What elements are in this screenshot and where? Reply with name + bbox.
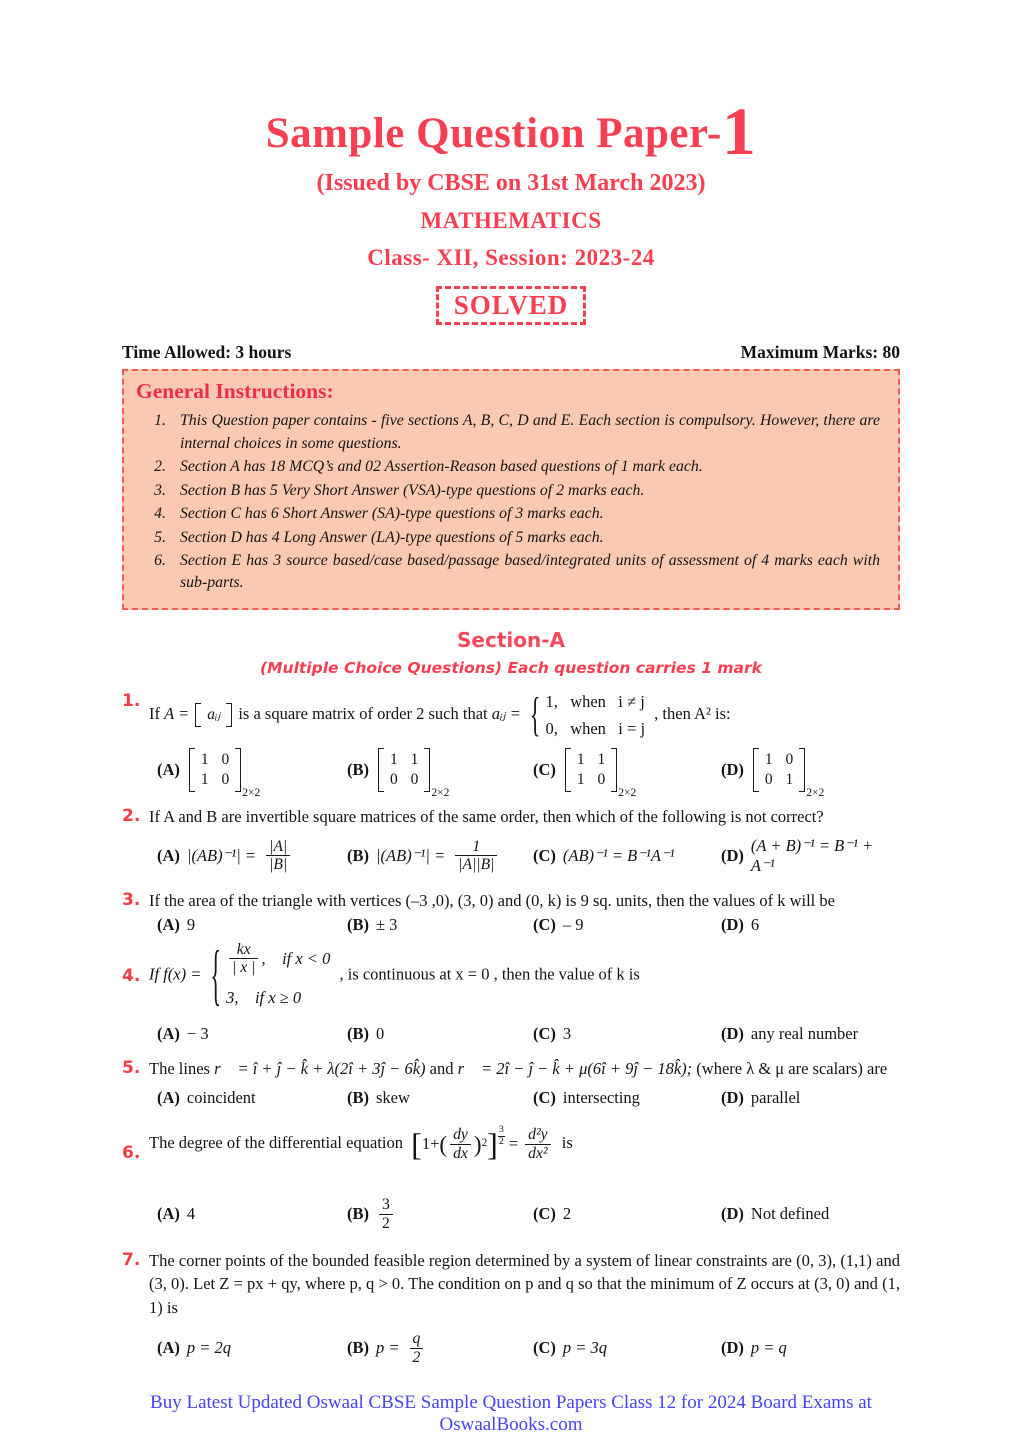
right-paren: ) (473, 1130, 482, 1157)
option-label: (D) (721, 1024, 744, 1044)
option-label: (B) (347, 1088, 369, 1108)
paper-title (122, 93, 900, 169)
option-text: Not defined (750, 1204, 830, 1224)
footer-promo-text: Buy Latest Updated Oswaal CBSE Sample Question Papers Class 12 for 2024 Board Exams at OswaalBooks.com (150, 1392, 872, 1436)
question-text: If A and B are invertible square matrices of the same order, then which of the following is not correct? (149, 806, 824, 826)
option-label: (D) (721, 1204, 744, 1224)
option-text: – 9 (562, 914, 584, 934)
fraction: $\frac{dy}{dx}$ (450, 1126, 471, 1162)
question-4-options (157, 1024, 900, 1044)
option-text: coincident (186, 1088, 256, 1108)
option-c (533, 846, 721, 866)
option-d (721, 1024, 900, 1044)
option-b (347, 1024, 533, 1044)
left-bracket: [ (411, 1125, 422, 1162)
option-matrix: 1 1 1 0 2×2 (565, 748, 636, 792)
option-d (721, 1088, 900, 1108)
fraction: $\frac{kx}{| x |}$ (229, 941, 258, 977)
paper-title-number: 1 (721, 93, 757, 169)
instruction-item (136, 480, 884, 502)
q5-post: (where λ & μ are scalars) are (696, 1059, 888, 1079)
option-d (721, 1204, 900, 1224)
option-label: (C) (533, 1088, 556, 1108)
option-d (721, 1338, 900, 1358)
option-a (157, 1088, 347, 1108)
q6-post: is (561, 1132, 573, 1152)
class-session-line: Class- XII, Session: 2023-24 (367, 245, 655, 271)
question-number: 6. (122, 1143, 141, 1164)
option-b (347, 1196, 533, 1232)
question-3 (122, 889, 900, 913)
option-label: (B) (347, 914, 369, 934)
fraction: $\frac{q}{2}$ (410, 1330, 424, 1366)
issued-line: (Issued by CBSE on 31st March 2023) (316, 170, 706, 197)
q4-piecewise (210, 935, 331, 1013)
option-label: (C) (533, 1024, 556, 1044)
option-text: 2 (562, 1204, 572, 1224)
instruction-number: 2. (154, 458, 166, 476)
question-number: 4. (122, 965, 141, 986)
matrix-subscript: 2×2 (618, 786, 637, 799)
option-label: (A) (157, 914, 180, 934)
option-d (721, 748, 900, 799)
option-label: (C) (533, 914, 556, 934)
piecewise-brace: { (529, 687, 541, 742)
question-1-options (157, 748, 900, 799)
instruction-number: 4. (154, 505, 166, 523)
question-text (149, 935, 900, 1013)
option-b (347, 748, 533, 799)
q1-mid: is a square matrix of order 2 such that (238, 703, 488, 723)
option-c (533, 1204, 721, 1224)
fraction: $\frac{3}{2}$ (379, 1196, 393, 1232)
option-d (721, 836, 900, 876)
instruction-item (136, 456, 884, 478)
option-a (157, 1024, 347, 1044)
question-3-options (157, 915, 900, 935)
option-label: (A) (157, 1024, 180, 1044)
option-text: 4 (186, 1204, 196, 1224)
option-label: (A) (157, 1338, 180, 1358)
q4-post: , is continuous at x = 0 , then the value of k is (339, 964, 640, 984)
option-a (157, 1204, 347, 1224)
question-6-options (157, 1196, 900, 1232)
piecewise-case: 3, if x ≥ 0 (226, 987, 302, 1007)
q6-equation (411, 1126, 554, 1162)
section-a-heading: Section-A (457, 627, 565, 652)
question-6 (122, 1126, 900, 1180)
instruction-text: Section E has 3 source based/case based/passage based/integrated units of assessment of 4 marks each with sub-parts. (180, 551, 880, 592)
fraction: $\frac{|A|}{|B|}$ (266, 838, 290, 874)
q5-and: and (429, 1059, 454, 1079)
general-instructions-heading: General Instructions: (136, 379, 334, 404)
option-matrix: 1 0 0 1 2×2 (753, 748, 824, 792)
q5-vector-1: r⃗ = î + ĵ − k̂ + λ(2î + 3ĵ − 6k̂) (214, 1059, 426, 1079)
option-label: (D) (721, 914, 744, 934)
q1-aij-eq: aᵢⱼ = (491, 703, 521, 723)
instruction-number: 6. (154, 551, 166, 569)
option-label: (D) (721, 845, 744, 865)
question-text: The corner points of the bounded feasible region determined by a system of linear constraints are (0, 3), (1,1) and (3, 0). Let Z = px + qy, where p, q > 0. The condition on p and q so that the minimum of Z occurs at (3, 0) and (1, 1) is (149, 1250, 900, 1318)
fraction: $\frac{1}{|A||B|}$ (455, 838, 497, 874)
option-label: (A) (157, 1088, 180, 1108)
question-7-options (157, 1330, 900, 1366)
question-7 (122, 1249, 900, 1321)
option-label: (C) (533, 1338, 556, 1358)
option-text: any real number (750, 1024, 859, 1044)
left-paren: ( (439, 1130, 448, 1157)
option-c (533, 1338, 721, 1358)
q6-one-plus: 1+ (421, 1134, 440, 1154)
option-label: (B) (347, 1338, 369, 1358)
q1-a-eq: A = (164, 703, 190, 723)
option-label: (C) (533, 759, 556, 779)
maximum-marks: Maximum Marks: 80 (740, 342, 900, 363)
option-label: (A) (157, 1204, 180, 1224)
option-c (533, 915, 721, 935)
right-bracket: ] (487, 1125, 498, 1162)
instruction-item (136, 527, 884, 549)
option-text: p = 3q (562, 1338, 608, 1358)
option-label: (D) (721, 1338, 744, 1358)
piecewise-case: $\frac{kx}{| x |}$ , if x < 0 (226, 941, 330, 977)
section-a-subtitle: (Multiple Choice Questions) Each question carries 1 mark (260, 658, 762, 677)
piecewise-case: 1, when i ≠ j (545, 691, 645, 711)
option-d (721, 915, 900, 935)
option-matrix: 1 0 1 0 2×2 (189, 748, 260, 792)
option-text: parallel (750, 1088, 801, 1108)
matrix-subscript: 2×2 (806, 786, 825, 799)
option-label: (B) (347, 1204, 369, 1224)
option-text: p = q (750, 1338, 787, 1358)
option-math: |(AB)⁻¹| = (186, 845, 257, 865)
option-text: 9 (186, 914, 196, 934)
time-allowed: Time Allowed: 3 hours (122, 342, 292, 363)
question-text (149, 687, 900, 742)
matrix-subscript: 2×2 (242, 786, 261, 799)
option-label: (D) (721, 759, 744, 779)
matrix-subscript: 2×2 (431, 786, 450, 799)
option-b (347, 1088, 533, 1108)
meta-row (122, 342, 900, 363)
piecewise-brace: { (210, 935, 222, 1013)
option-label: (B) (347, 1024, 369, 1044)
option-text: 0 (376, 1024, 385, 1044)
option-text: intersecting (562, 1088, 640, 1108)
option-b (347, 1330, 533, 1366)
option-text: (AB)⁻¹ = B⁻¹A⁻¹ (562, 845, 675, 865)
option-c (533, 1088, 721, 1108)
option-text: 3 (562, 1024, 572, 1044)
q1-post: , then A² is: (654, 703, 731, 723)
question-number: 5. (122, 1058, 141, 1079)
option-label: (A) (157, 845, 180, 865)
q1-if: If (149, 703, 160, 723)
question-text: If the area of the triangle with vertices (–3 ,0), (3, 0) and (0, k) is 9 sq. units, then the values of k will be (149, 890, 835, 910)
instruction-text: This Question paper contains - five sections A, B, C, D and E. Each section is compulsory. However, there are internal choices in some questions. (180, 412, 880, 452)
option-math: p = (376, 1338, 400, 1358)
q6-pre: The degree of the differential equation (149, 1132, 403, 1152)
option-text: (A + B)⁻¹ = B⁻¹ + A⁻¹ (750, 835, 874, 875)
question-number: 2. (122, 805, 141, 826)
q5-pre: The lines (149, 1059, 210, 1079)
option-label: (D) (721, 1088, 744, 1108)
q1-piecewise (529, 687, 646, 742)
option-text: skew (376, 1088, 410, 1108)
exponent-2: 2 (481, 1137, 488, 1150)
option-b (347, 915, 533, 935)
instruction-text: Section D has 4 Long Answer (LA)-type questions of 5 marks each. (180, 528, 604, 546)
option-c (533, 748, 721, 799)
question-4 (122, 935, 900, 1013)
matrix-cell: aᵢⱼ (207, 706, 221, 724)
paper-title-text: Sample Question Paper- (265, 110, 722, 157)
option-b (347, 838, 533, 874)
option-text: ± 3 (376, 914, 398, 934)
question-1 (122, 687, 900, 742)
option-a (157, 838, 347, 874)
option-label: (A) (157, 759, 180, 779)
option-label: (C) (533, 1204, 556, 1224)
fraction: $\frac{\text{d²y}}{\text{dx²}}$ (525, 1126, 550, 1162)
question-text (149, 1057, 900, 1081)
option-label: (C) (533, 845, 556, 865)
solved-badge: SOLVED (436, 286, 587, 325)
exponent-three-halves: $\frac{3}{2}$ (498, 1124, 504, 1147)
instruction-item (136, 410, 884, 455)
question-text (149, 1126, 900, 1180)
piecewise-case: 0, when i = j (545, 718, 646, 738)
q5-vector-2: r⃗ = 2î − ĵ − k̂ + μ(6î + 9ĵ − 18k̂); (457, 1059, 693, 1079)
question-5 (122, 1057, 900, 1081)
instruction-number: 3. (154, 481, 166, 499)
question-number: 1. (122, 690, 141, 711)
solved-badge-row (122, 286, 900, 325)
equals-sign: = (508, 1134, 519, 1154)
option-math: |(AB)⁻¹| = (376, 845, 446, 865)
instruction-text: Section C has 6 Short Answer (SA)-type questions of 3 marks each. (180, 505, 604, 523)
q4-pre: If f(x) = (149, 964, 202, 984)
option-label: (B) (347, 759, 369, 779)
instruction-item (136, 503, 884, 525)
question-2-options (157, 836, 900, 876)
option-a (157, 748, 347, 799)
question-2 (122, 805, 900, 829)
option-a (157, 1338, 347, 1358)
instruction-text: Section A has 18 MCQ’s and 02 Assertion-Reason based questions of 1 mark each. (180, 458, 703, 476)
question-5-options (157, 1088, 900, 1108)
option-label: (B) (347, 845, 369, 865)
general-instructions-box (122, 369, 900, 609)
instruction-text: Section B has 5 Very Short Answer (VSA)-type questions of 2 marks each. (180, 481, 645, 499)
option-text: 6 (750, 914, 760, 934)
option-a (157, 915, 347, 935)
option-text: − 3 (186, 1024, 209, 1044)
option-c (533, 1024, 721, 1044)
instruction-number: 5. (154, 528, 166, 546)
q1-aij-matrix (195, 703, 232, 727)
question-number: 3. (122, 889, 141, 910)
subject-line: MATHEMATICS (420, 208, 602, 234)
option-text: p = 2q (186, 1338, 232, 1358)
question-number: 7. (122, 1249, 141, 1270)
instruction-item (136, 550, 884, 595)
instruction-number: 1. (154, 412, 166, 430)
option-matrix: 1 1 0 0 2×2 (378, 748, 449, 792)
